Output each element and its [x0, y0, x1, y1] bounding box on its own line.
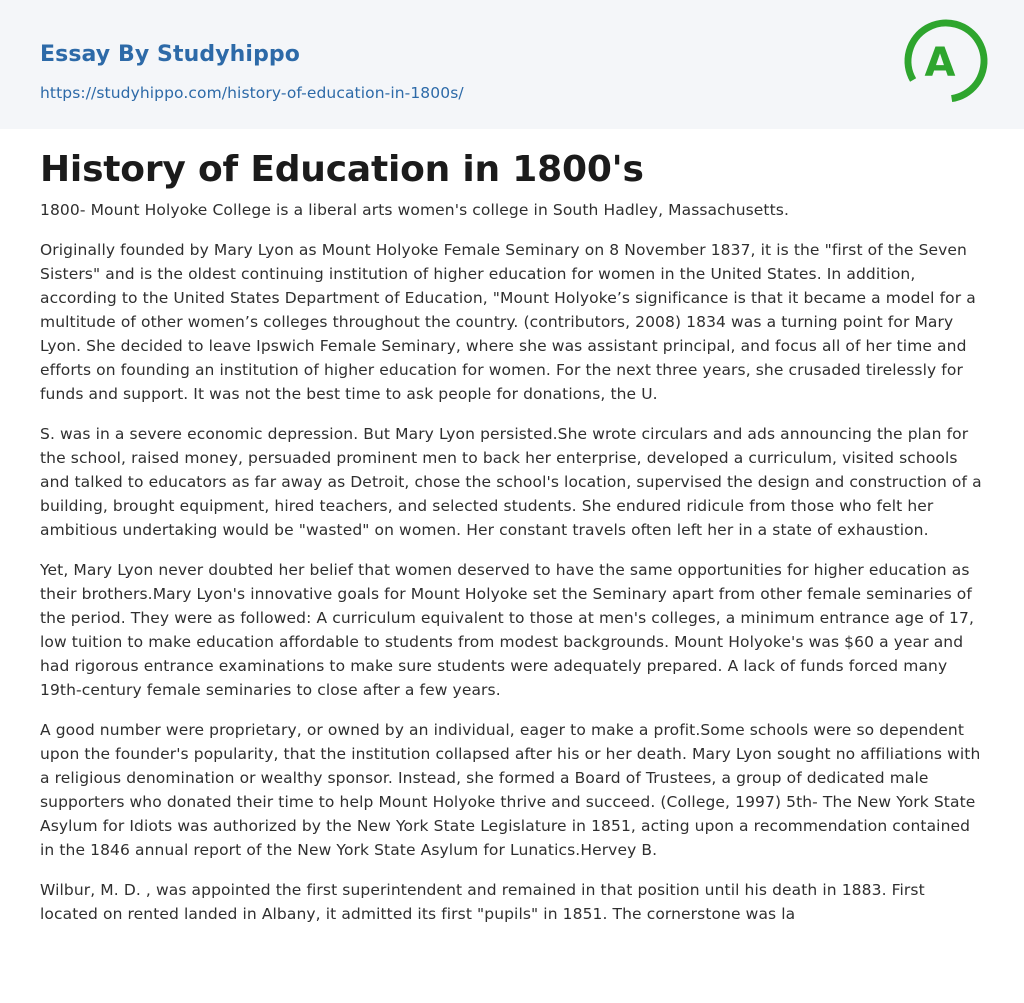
article — [0, 129, 1024, 926]
article-paragraph: Wilbur, M. D. , was appointed the first superintendent and remained in that position until his death in 1883. First located on rented landed in Albany, it admitted its first "pupils" in 1851. The cornerstone was la — [40, 881, 925, 923]
article-paragraph: Originally founded by Mary Lyon as Mount Holyoke Female Seminary on 8 November 1837, it is the "first of the Seven Sisters" and is the oldest continuing institution of higher education for women in the United States. In addition, according to the United States Department of Education, "Mount Holyoke’s significance is that it became a model for a multitude of other women’s colleges throughout the country. (contributors, 2008) 1834 was a turning point for Mary Lyon. She decided to leave Ipswich Female Seminary, where she was assistant principal, and focus all of her time and efforts on founding an institution of higher education for women. For the next three years, she crusaded tirelessly for funds and support. It was not the best time to ask people for donations, the U. — [40, 241, 976, 403]
site-brand[interactable]: Essay By Studyhippo — [40, 42, 300, 67]
article-paragraph: A good number were proprietary, or owned by an individual, eager to make a profit.Some schools were so dependent upon the founder's popularity, that the institution collapsed after his or her death. Mary Lyon sought no affiliations with a religious denomination or wealthy sponsor. Instead, she formed a Board of Trustees, a group of dedicated male supporters who donated their time to help Mount Holyoke thrive and succeed. (College, 1997) 5th- The New York State Asylum for Idiots was authorized by the New York State Legislature in 1851, acting upon a recommendation contained in the 1846 annual report of the New York State Asylum for Lunatics.Hervey B. — [40, 721, 981, 859]
source-url-link[interactable]: https://studyhippo.com/history-of-education-in-1800s/ — [40, 84, 464, 102]
article-paragraph: S. was in a severe economic depression. But Mary Lyon persisted.She wrote circulars and ads announcing the plan for the school, raised money, persuaded prominent men to back her enterprise, developed a curriculum, visited schools and talked to educators as far away as Detroit, chose the school's location, supervised the design and construction of a building, brought equipment, hired teachers, and selected students. She endured ridicule from those who felt her ambitious undertaking would be "wasted" on women. Her constant travels often left her in a state of exhaustion. — [40, 425, 982, 539]
site-header — [0, 0, 1024, 129]
article-paragraph: 1800- Mount Holyoke College is a liberal arts women's college in South Hadley, Massachusetts. — [40, 201, 789, 219]
studyhippo-logo-icon[interactable] — [903, 18, 989, 104]
article-paragraph: Yet, Mary Lyon never doubted her belief that women deserved to have the same opportunities for higher education as their brothers.Mary Lyon's innovative goals for Mount Holyoke set the Seminary apart from other female seminaries of the period. They were as followed: A curriculum equivalent to those at men's colleges, a minimum entrance age of 17, low tuition to make education affordable to students from modest backgrounds. Mount Holyoke's was $60 a year and had rigorous entrance examinations to make sure students were adequately prepared. A lack of funds forced many 19th-century female seminaries to close after a few years. — [40, 561, 975, 699]
article-title: History of Education in 1800's — [40, 149, 644, 190]
logo-letter: A — [924, 40, 956, 86]
